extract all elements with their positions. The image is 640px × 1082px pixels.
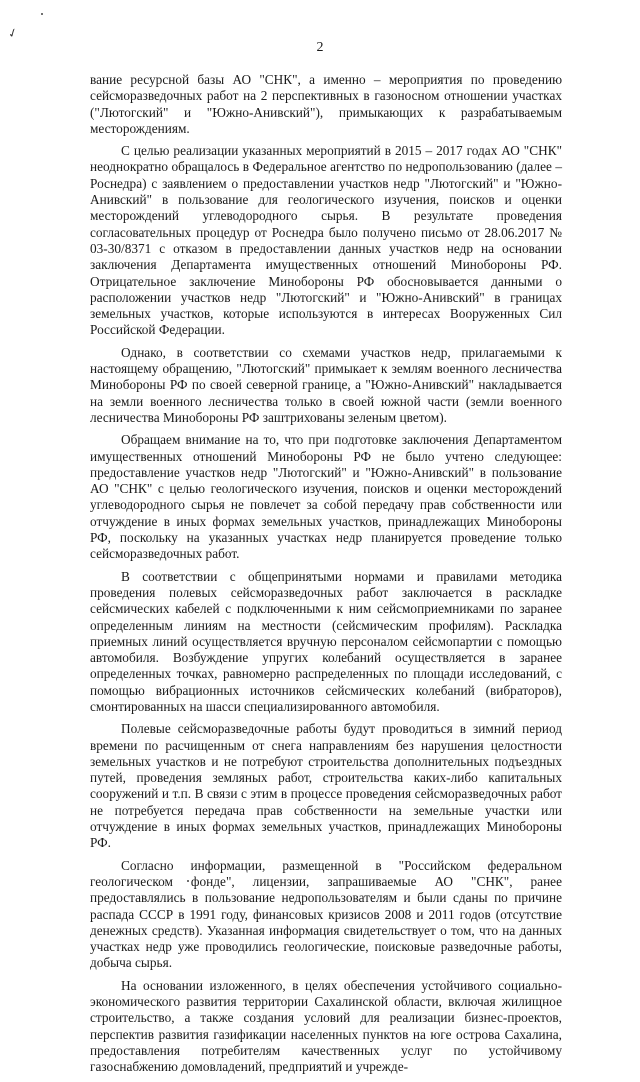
paragraph: Обращаем внимание на то, что при подготовке заключения Департаментом имущественных отношений Минобороны РФ не было учтено следующее: предоставление участков недр "Лютогский" и "Южно-Анивский" в пользование АО "СНК" с целью геологического изучения, поисков и оценки месторождений углеводородного сырья не повлечет за собой передачу прав собственности или отчуждение в иных формах земельных участков, принадлежащих Минобороны РФ, поскольку на указанных участках недр планируется проведение только сейсморазведочных работ. [90, 432, 562, 562]
paragraph: Однако, в соответствии со схемами участков недр, прилагаемыми к настоящему обращению, "Лютогский" примыкает к землям военного лесничества Минобороны РФ по своей северной границе, а "Южно-Анивский" накладывается на земли военного лесничества только в своей южной части (земли военного лесничества Минобороны РФ заштрихованы зеленым цветом). [90, 344, 562, 425]
scan-checkmark: ✓ [5, 24, 20, 42]
paragraph: На основании изложенного, в целях обеспечения устойчивого социально-экономического развития территории Сахалинской области, включая жилищное строительство, а также создания условий для реализации бизнес-проектов, перспектив развития газификации населенных пунктов на юге острова Сахалина, предоставления потребителям качественных услуг по устойчивому газоснабжению домовладений, предприятий и учрежде- [90, 977, 562, 1075]
scan-dot [41, 13, 43, 15]
paragraph: вание ресурсной базы АО "СНК", а именно – мероприятия по проведению сейсморазведочных работ на 2 перспективных в газоносном отношении участках ("Лютогский" и "Южно-Анивский"), примыкающих к разрабатываемым месторождениям. [90, 72, 562, 136]
page-number: 2 [316, 40, 324, 55]
paragraph: Согласно информации, размещенной в "Российском федеральном геологическом фонде", лицензии, запрашиваемые АО "СНК", ранее предоставлялись в пользование недропользователям и были сданы по причине распада СССР в 1991 году, финансовых кризисов 2008 и 2011 годов (отсутствие денежных средств). Указанная информация свидетельствует о том, что на данных участках недр уже проводились геологические, поисковые разведочные работы, добыча сырья. [90, 857, 562, 971]
paragraph: Полевые сейсморазведочные работы будут проводиться в зимний период времени по расчищенным от снега направлениям без нарушения целостности земельных участков и не потребуют строительства дополнительных подъездных путей, проведения земляных работ, строительства каких-либо капитальных сооружений и т.п. В связи с этим в процессе проведения сейсморазведочных работ не потребуется передача прав собственности на земельные участки или отчуждение в иных формах земельных участков, принадлежащих Минобороны РФ. [90, 721, 562, 851]
letter-body [90, 72, 562, 1082]
paragraph: В соответствии с общепринятыми нормами и правилами методика проведения полевых сейсморазведочных работ заключается в раскладке сейсмических кабелей с подключенными к ним сейсмоприемниками по заранее определенным линиям на местности (сейсмическим профилям). Раскладка приемных линий осуществляется вручную персоналом сейсмопартии с помощью автомобиля. Возбуждение упругих колебаний осуществляется в заранее определенных точках, равномерно распределенных по площади исследований, с помощью вибрационных источников сейсмических колебаний (вибраторов), смонтированных на шасси специализированного автомобиля. [90, 568, 562, 714]
paragraph: С целью реализации указанных мероприятий в 2015 – 2017 годах АО "СНК" неоднократно обращалось в Федеральное агентство по недропользованию (далее – Роснедра) с заявлением о предоставлении участков недр "Лютогский" и "Южно-Анивский" в пользование для геологического изучения, поисков и оценки месторождений углеводородного сырья. В результате проведения согласовательных процедур от Роснедра было получено письмо от 28.06.2017 № 03-30/8371 с отказом в предоставлении данных участков недр на основании заключения Департамента имущественных отношений Минобороны РФ. Отрицательное заключение Минобороны РФ обосновывается данными о расположении участков недр "Лютогский" и "Южно-Анивский" в границах земельных участков, которые используются в интересах Вооруженных Сил Российской Федерации. [90, 143, 562, 338]
